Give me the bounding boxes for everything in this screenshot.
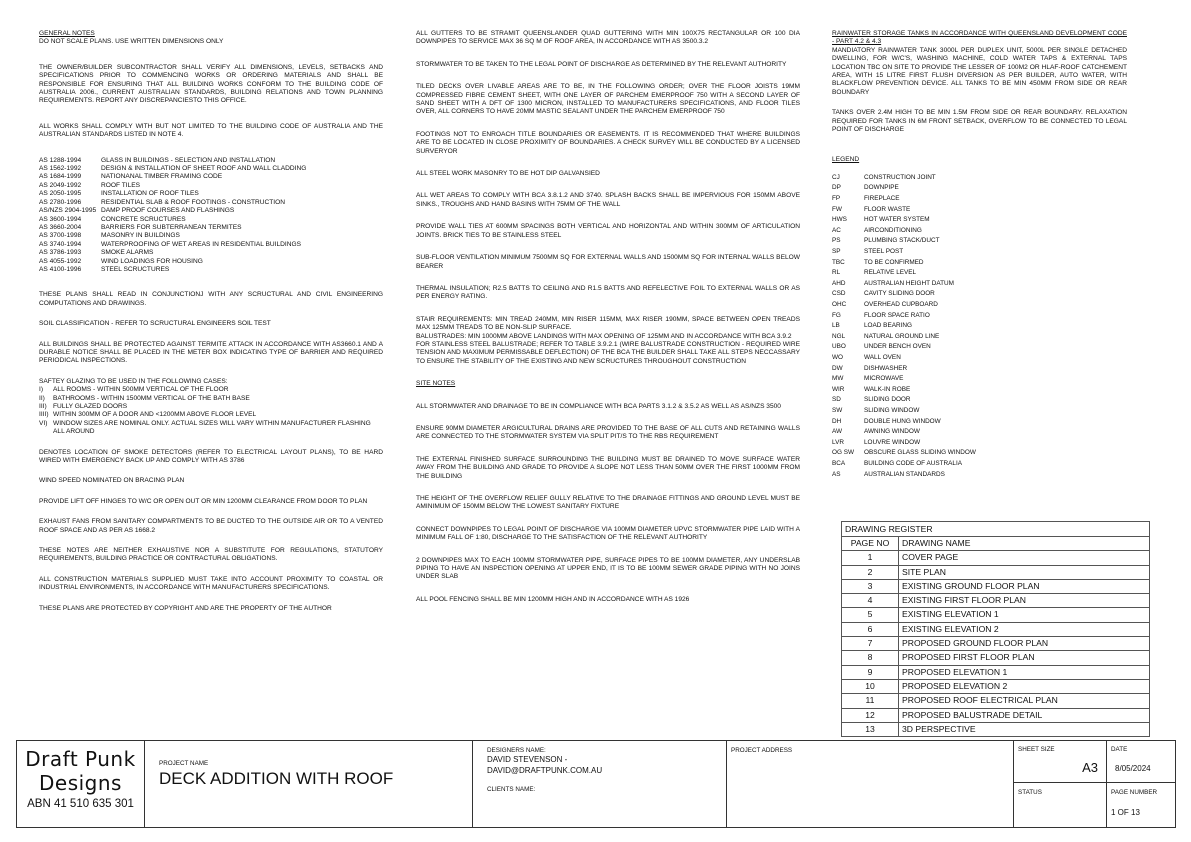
standard-desc: WATERPROOFING OF WET AREAS IN RESIDENTIAL BUILDINGS (101, 240, 302, 248)
legend-item (832, 194, 1127, 205)
note-text: TILED DECKS OVER LIVABLE AREAS ARE TO BE, IN THE FOLLOWING ORDER; OVER THE FLOOR JOISTS 19MM COMPRESSED FIBRE CEMENT SHEET, WITH ONE LAYER OF PARCHEM EMERPROOF 750 WITH A SECOND LAYER OF SAND SHEET WITH A DFT OF 1300 MICRON, INSTALLED TO MANUFACTURERS SPECIFICATIONS, AND FLOOR TILES OVER, ALL CORNERS TO HAVE 20MM MASTIC SEALANT UNDER THE PARCHEM EMERPROOF 750 (416, 83, 800, 116)
page-no-header: PAGE NO (842, 537, 899, 550)
legend-desc: BUILDING CODE OF AUSTRALIA (864, 459, 963, 467)
register-drawing-name: SITE PLAN (902, 566, 946, 577)
safety-glazing-list (39, 386, 383, 436)
standard-desc: CONCRETE SCRUCTURES (101, 215, 186, 223)
date-label: DATE (1111, 746, 1128, 753)
legend-desc: DOWNPIPE (864, 184, 899, 192)
standard-row (39, 199, 383, 207)
sheet-size-cell (1014, 741, 1107, 827)
note-text: PROVIDE WALL TIES AT 600MM SPACINGS BOTH VERTICAL AND HORIZONTAL AND WITHIN 300MM OF ARTICULATION JOINTS. BRICK TIES TO BE STAINLESS STEEL (416, 223, 800, 239)
standard-row (39, 266, 383, 274)
standard-code: AS/NZS 2904-1995 (39, 207, 97, 215)
register-row (842, 566, 1149, 580)
abn-number: ABN 41 510 635 301 (27, 798, 134, 810)
legend-item (832, 268, 1127, 279)
case-text: BATHROOMS - WITHIN 1500MM VERTICAL OF THE BATH BASE (53, 394, 250, 402)
legend-abbrev: BCA (832, 459, 846, 467)
case-text: FULLY GLAZED DOORS (53, 403, 128, 410)
register-drawing-name: COVER PAGE (902, 552, 959, 563)
legend-desc: NATURAL GROUND LINE (864, 332, 940, 340)
register-page-no: 11 (842, 694, 899, 707)
register-page-no: 4 (842, 594, 899, 607)
register-row (842, 594, 1149, 608)
rainwater-heading: RAINWATER STORAGE TANKS IN ACCORDANCE WITH QUEENSLAND DEVELOPMENT CODE - PART 4.2 & 4.3 (832, 30, 1127, 46)
standard-row (39, 157, 383, 165)
legend-item (832, 427, 1127, 438)
legend-abbrev: FW (832, 205, 842, 213)
legend-abbrev: AC (832, 226, 841, 234)
legend-desc: OBSCURE GLASS SLIDING WINDOW (864, 449, 976, 457)
note-text: SOIL CLASSIFICATION - REFER TO SCRUCTURAL ENGINEERS SOIL TEST (39, 320, 271, 328)
legend-desc: DISHWASHER (864, 364, 908, 372)
register-page-no: 10 (842, 680, 899, 693)
rainwater-legend-column (832, 30, 1127, 480)
register-page-no: 1 (842, 551, 899, 564)
case-text: WINDOW SIZES ARE NOMINAL ONLY. ACTUAL SIZES WILL VARY WITHIN MANUFACTURER FLASHING ALL AROUND (53, 419, 371, 436)
construction-notes-column (416, 30, 800, 614)
standard-desc: DAMP PROOF COURSES AND FLASHINGS (101, 207, 235, 215)
standard-code: AS 2049-1992 (39, 181, 82, 189)
legend-item (832, 395, 1127, 406)
general-notes-heading: GENERAL NOTES (39, 30, 95, 37)
designers-label: DESIGNERS NAME: (487, 747, 546, 754)
standard-code: AS 3786-1993 (39, 249, 82, 257)
legend-desc: HOT WATER SYSTEM (864, 216, 930, 224)
legend-item (832, 173, 1127, 184)
register-row (842, 551, 1149, 565)
register-drawing-name: EXISTING ELEVATION 1 (902, 609, 999, 620)
note-text: THERMAL INSULATION; R2.5 BATTS TO CEILING AND R1.5 BATTS AND REFELECTIVE FOIL TO EXTERNAL WALLS OR AS PER ENERGY RATING. (416, 284, 800, 301)
project-name-cell (145, 741, 473, 827)
case-number: IIII) (39, 411, 49, 419)
note-text: THE EXTERNAL FINISHED SURFACE SURROUNDING THE BUILDING MUST BE DRAINED TO MOVE SURFACE WATER AWAY FROM THE BUILDING AND GRADE TO PROVIDE A SLOPE NOT LESS THAN 50MM OVER THE FIRST 1000MM FROM THE BUILDING (416, 455, 800, 480)
glazing-case (39, 395, 383, 403)
standard-code: AS 3700-1998 (39, 232, 82, 240)
drawing-register-title: DRAWING REGISTER (842, 522, 1149, 537)
register-header-row (842, 537, 1149, 551)
register-drawing-name: PROPOSED FIRST FLOOR PLAN (902, 652, 1035, 663)
legend-item (832, 236, 1127, 247)
standard-code: AS 3660-2004 (39, 223, 82, 231)
legend-desc: LOUVRE WINDOW (864, 438, 921, 446)
note-text: MANDIATORY RAINWATER TANK 3000L PER DUPLEX UNIT, 5000L PER SINGLE DETACHED DWELLING, FOR W/C'S, WASHING MACHINE, COLD WATER TAPS & EXTERNAL TAPS LOCATION TBC ON SITE TO PROVIDE THE LESSER OF 100M2 OR HLAF-ROOF CATCHEMENT AREA, WITH 15 LITRE FIRST FLUSH DIVERSION AS PER BUILDER, AUTO WATER, WITH BLACKFLOW PREVENTION DEVICE. ALL TANKS TO BE MIN 450MM FROM SIDE OR REAR BOUNDARY (832, 46, 1127, 96)
register-drawing-name: PROPOSED ELEVATION 2 (902, 680, 1008, 691)
note-text: STORMWATER TO BE TAKEN TO THE LEGAL POINT OF DISCHARGE AS DETERMINED BY THE RELEVANT AUTHORITY (416, 60, 787, 68)
page-number: 1 OF 13 (1111, 808, 1140, 817)
legend-item (832, 300, 1127, 311)
legend-desc: AUSTRALIAN HEIGHT DATUM (864, 279, 954, 287)
legend-heading: LEGEND (832, 156, 860, 164)
legend-abbrev: CJ (832, 173, 840, 181)
note-text: 2 DOWNPIPES MAX TO EACH 100MM STORMWATER PIPE, SURFACE PIPES TO BE 100MM DIAMETER, ANY UNDERSLAB PIPING TO HAVE AN INSPECTION OPENING AT UPPER END, IT IS TO BE 100MM SEWER GRADE PIPING WITH NO JOINS UNDER SLAB (416, 556, 800, 581)
drawing-register (841, 521, 1150, 737)
sheet-size-label: SHEET SIZE (1018, 746, 1055, 753)
case-number: I) (39, 386, 44, 394)
legend-desc: RELATIVE LEVEL (864, 269, 917, 277)
legend-item (832, 448, 1127, 459)
standard-row (39, 249, 383, 257)
legend-item (832, 183, 1127, 194)
legend-abbrev: HWS (832, 216, 847, 224)
standard-code: AS 4055-1992 (39, 257, 82, 265)
legend-abbrev: NGL (832, 332, 846, 340)
standard-desc: STEEL SCRUCTURES (101, 265, 170, 273)
legend-desc: UNDER BENCH OVEN (864, 343, 931, 351)
legend-item (832, 385, 1127, 396)
legend-desc: AIRCONDITIONING (864, 226, 922, 234)
standard-desc: DESIGN & INSTALLATION OF SHEET ROOF AND WALL CLADDING (101, 165, 307, 173)
legend-item (832, 406, 1127, 417)
standard-code: AS 1684-1999 (39, 173, 82, 181)
register-row (842, 651, 1149, 665)
standard-desc: WIND LOADINGS FOR HOUSING (101, 257, 203, 265)
register-rows (842, 551, 1149, 736)
designer-name: DAVID STEVENSON - (487, 755, 568, 764)
register-drawing-name: PROPOSED ELEVATION 1 (902, 666, 1008, 677)
legend-abbrev: RL (832, 269, 841, 277)
standard-desc: BARRIERS FOR SUBTERRANEAN TERMITES (101, 223, 242, 231)
case-number: III) (39, 403, 47, 410)
legend-desc: SLIDING WINDOW (864, 406, 920, 414)
case-number: VI) (39, 419, 48, 427)
standard-row (39, 241, 383, 249)
note-text: ALL STORMWATER AND DRAINAGE TO BE IN COMPLIANCE WITH BCA PARTS 3.1.2 & 3.5.2 AS WELL AS AS/NZS 3500 (416, 402, 781, 410)
note-text: TANKS OVER 2.4M HIGH TO BE MIN 1.5M FROM SIDE OR REAR BOUNDARY. RELAXATION REQUIRED FOR TANKS IN 6M FRONT SETBACK, OVERFLOW TO BE CONNECTED TO LEGAL POINT OF DISCHARGE (832, 109, 1127, 134)
register-row (842, 623, 1149, 637)
standard-desc: NATIONANAL TIMBER FRAMING CODE (101, 173, 223, 181)
register-page-no: 9 (842, 666, 899, 679)
legend-item (832, 470, 1127, 481)
standard-row (39, 182, 383, 190)
note-text: THESE PLANS SHALL READ IN CONJUNCTIONJ WITH ANY SCRUCTURAL AND CIVIL ENGINEERING COMPUTATIONS AND DRAWINGS. (39, 291, 383, 307)
standard-desc: RESIDENTIAL SLAB & ROOF FOOTINGS - CONSTRUCTION (101, 198, 286, 206)
note-text: CONNECT DOWNPIPES TO LEGAL POINT OF DISCHARGE VIA 100MM DIAMETER UPVC STORMWATER PIPE LAID WITH A MINIMUM FALL OF 1:80, DISCHARGE TO THE SATISFACTION OF THE RELEVANT AUTHORITY (416, 525, 800, 542)
date-cell (1107, 741, 1175, 827)
note-text: FOOTINGS NOT TO ENROACH TITLE BOUNDARIES OR EASEMENTS. IT IS RECOMMENDED THAT WHERE BUILDINGS ARE TO BE LOCATED IN CLOSE PROXIMITY OF BOUNDARIES. A CHECK SURVEY WILL BE CONDUCTED BY A LICENSED SURVERYOR (416, 130, 800, 155)
standard-row (39, 216, 383, 224)
legend-desc: SLIDING DOOR (864, 396, 911, 404)
register-drawing-name: EXISTING FIRST FLOOR PLAN (902, 595, 1026, 606)
note-text: ALL BUILDINGS SHALL BE PROTECTED AGAINST TERMITE ATTACK IN ACCORDANCE WITH AS3660.1 AND A DURABLE NOTICE SHALL BE PLACED IN THE METER BOX INDICATING TYPE OF BARRIER AND REQUIRED PERIODICAL INSPECTIONS. (39, 340, 383, 365)
register-drawing-name: PROPOSED ROOF ELECTRICAL PLAN (902, 695, 1058, 706)
legend-item (832, 247, 1127, 258)
legend-list (832, 173, 1127, 480)
legend-desc: TO BE CONFIRMED (864, 258, 924, 266)
note-text: SAFTEY GLAZING TO BE USED IN THE FOLLOWING CASES: (39, 377, 228, 385)
standard-row (39, 224, 383, 232)
standard-code: AS 1288-1994 (39, 156, 82, 164)
legend-abbrev: UBO (832, 343, 846, 351)
register-page-no: 12 (842, 709, 899, 722)
note-text: BALUSTRADES: MIN 1000MM ABOVE LANDINGS WITH MAX OPENING OF 125MM AND IN ACCORDANCE WITH BCA 3.9.2 (416, 332, 792, 340)
designer-cell (473, 741, 727, 827)
project-name: DECK ADDITION WITH ROOF (159, 769, 394, 788)
note-text: DENOTES LOCATION OF SMOKE DETECTORS (REFER TO ELECTRICAL LAYOUT PLANS), TO BE HARD WIRED WITH EMERGENCY BACK UP AND COMPLY WITH AS 3786 (39, 448, 383, 465)
project-name-label: PROJECT NAME (159, 760, 209, 767)
standard-desc: INSTALLATION OF ROOF TILES (101, 190, 199, 198)
legend-abbrev: DW (832, 364, 843, 372)
legend-abbrev: FP (832, 195, 841, 203)
register-row (842, 608, 1149, 622)
register-row (842, 637, 1149, 651)
note-text: STAIR REQUIREMENTS: MIN TREAD 240MM, MIN RISER 115MM, MAX RISER 190MM, SPACE BETWEEN OPEN TREADS MAX 125MM TREADS TO BE NON-SLIP SURFACE. (416, 315, 800, 332)
standard-row (39, 173, 383, 181)
note-text: THESE NOTES ARE NEITHER EXHAUSTIVE NOR A SUBSTITUTE FOR REGULATIONS, STATUTORY REQUIREMENTS, BUILDING PRACTICE OR CONTRACTURAL OBLIGATIONS. (39, 547, 383, 563)
legend-item (832, 226, 1127, 237)
note-text: FOR STAINLESS STEEL BALUSTRADE; REFER TO TABLE 3.9.2.1 (WIRE BALUSTRADE CONSTRUCTION - REQUIRED WIRE TENSION AND MAXIMUM PERMISSABLE DEFLECTION) OF THE BCA THE BUILDER SHALL TAKE ALL STEPS NECCASSARY TO ENSURE THE STABILITY OF THE EXISTING AND NEW SCRUCTURES THROUGHOUT CONSTRUCTION (416, 340, 800, 365)
legend-abbrev: DH (832, 417, 842, 425)
legend-desc: OVERHEAD CUPBOARD (864, 301, 938, 308)
legend-desc: WALL OVEN (864, 353, 901, 361)
standard-code: AS 2050-1995 (39, 190, 82, 198)
register-page-no: 5 (842, 608, 899, 621)
legend-item (832, 353, 1127, 364)
standard-code: AS 1562-1992 (39, 165, 82, 173)
legend-abbrev: AW (832, 428, 843, 436)
sheet-size: A3 (1082, 760, 1098, 775)
legend-abbrev: LVR (832, 438, 844, 446)
legend-abbrev: OHC (832, 301, 847, 308)
note-text: THE HEIGHT OF THE OVERFLOW RELIEF GULLY RELATIVE TO THE DRAINAGE FITTINGS AND GROUND LEVEL MUST BE AMINIMUM OF 150MM BELOW THE LOWEST SANITARY FIXTURE (416, 495, 800, 511)
register-page-no: 2 (842, 566, 899, 579)
drawing-name-header: DRAWING NAME (902, 538, 971, 548)
legend-item (832, 258, 1127, 269)
legend-desc: FLOOR SPACE RATIO (864, 311, 930, 319)
standard-row (39, 165, 383, 173)
register-drawing-name: 3D PERSPECTIVE (902, 723, 976, 734)
register-page-no: 7 (842, 637, 899, 650)
note-text: ALL POOL FENCING SHALL BE MIN 1200MM HIGH AND IN ACCORDANCE WITH AS 1926 (416, 595, 690, 603)
register-row (842, 694, 1149, 708)
legend-item (832, 417, 1127, 428)
legend-desc: WALK-IN ROBE (864, 385, 911, 393)
standard-code: AS 4100-1996 (39, 265, 82, 273)
glazing-case (39, 386, 383, 394)
standard-row (39, 190, 383, 198)
note-text: THESE PLANS ARE PROTECTED BY COPYRIGHT AND ARE THE PROPERTY OF THE AUTHOR (39, 604, 332, 612)
standard-desc: SMOKE ALARMS (101, 249, 154, 257)
project-address-label: PROJECT ADDRESS (731, 747, 793, 754)
legend-desc: CAVITY SLIDING DOOR (864, 290, 935, 298)
standard-desc: MASONRY IN BUILDINGS (101, 232, 180, 240)
legend-item (832, 321, 1127, 332)
note-text: ALL WORKS SHALL COMPLY WITH BUT NOT LIMITED TO THE BUILDING CODE OF AUSTRALIA AND THE AUSTRALIAN STANDARDS LISTED IN NOTE 4. (39, 122, 383, 139)
site-notes-heading: SITE NOTES (416, 380, 456, 388)
note-text: EXHAUST FANS FROM SANITARY COMPARTMENTS TO BE DUCTED TO THE OUTSIDE AIR OR TO A VENTED ROOF SPACE AND AS PER AS 1668.2 (39, 518, 383, 534)
legend-abbrev: DP (832, 184, 841, 192)
legend-desc: AWNING WINDOW (864, 428, 920, 436)
standard-row (39, 232, 383, 240)
general-notes-column (39, 30, 383, 623)
legend-item (832, 289, 1127, 300)
legend-abbrev: SW (832, 406, 843, 414)
legend-desc: DOUBLE HUNG WINDOW (864, 417, 941, 425)
register-row (842, 666, 1149, 680)
register-page-no: 8 (842, 651, 899, 664)
standard-code: AS 2780-1996 (39, 198, 82, 206)
legend-abbrev: MW (832, 375, 844, 383)
designer-email: DAVID@DRAFTPUNK.COM.AU (487, 766, 603, 775)
register-page-no: 3 (842, 580, 899, 593)
legend-desc: CONSTRUCTION JOINT (864, 173, 936, 181)
legend-item (832, 215, 1127, 226)
case-text: WITHIN 300MM OF A DOOR AND <1200MM ABOVE FLOOR LEVEL (53, 411, 257, 419)
legend-desc: STEEL POST (864, 248, 904, 256)
standard-desc: GLASS IN BUILDINGS - SELECTION AND INSTALLATION (101, 156, 276, 164)
legend-abbrev: AS (832, 470, 841, 478)
clients-label: CLIENTS NAME: (487, 786, 536, 793)
legend-abbrev: CSD (832, 290, 846, 298)
date-value: 8/05/2024 (1115, 764, 1151, 773)
legend-abbrev: AHD (832, 279, 846, 287)
legend-desc: LOAD BEARING (864, 322, 912, 330)
standard-row (39, 207, 383, 215)
glazing-case (39, 411, 383, 419)
legend-abbrev: OG SW (832, 449, 855, 457)
register-row (842, 709, 1149, 723)
legend-desc: PLUMBING STACK/DUCT (864, 237, 940, 245)
legend-abbrev: WIR (832, 385, 845, 393)
register-page-no: 6 (842, 623, 899, 636)
legend-item (832, 311, 1127, 322)
standards-list (39, 157, 383, 275)
standard-code: AS 3740-1994 (39, 240, 82, 248)
register-drawing-name: PROPOSED BALUSTRADE DETAIL (902, 709, 1043, 720)
legend-abbrev: TBC (832, 258, 845, 266)
note-text: ENSURE 90MM DIAMETER ARGICULTURAL DRAINS ARE PROVIDED TO THE BASE OF ALL CUTS AND RETAINING WALLS ARE CONNECTED TO THE STORMWATER SYSTEM VIA SPLIT PIT/S TO THE RBS REQUIREMENT (416, 424, 800, 441)
standard-desc: ROOF TILES (101, 181, 141, 189)
note-text: ALL STEEL WORK MASONRY TO BE HOT DIP GALVANSIED (416, 170, 600, 178)
legend-item (832, 374, 1127, 385)
legend-item (832, 205, 1127, 216)
standard-code: AS 3600-1994 (39, 215, 82, 223)
glazing-case (39, 403, 383, 411)
legend-abbrev: LB (832, 322, 840, 330)
legend-item (832, 364, 1127, 375)
register-row (842, 723, 1149, 736)
legend-item (832, 342, 1127, 353)
legend-abbrev: FG (832, 311, 841, 319)
legend-abbrev: SD (832, 396, 841, 404)
legend-desc: FLOOR WASTE (864, 205, 911, 213)
logo-line-2: Designs (39, 771, 122, 795)
legend-desc: FIREPLACE (864, 195, 900, 203)
register-drawing-name: EXISTING GROUND FLOOR PLAN (902, 580, 1040, 591)
title-block (16, 740, 1176, 828)
legend-abbrev: SP (832, 248, 841, 256)
logo (17, 747, 144, 795)
legend-abbrev: WO (832, 353, 844, 361)
legend-item (832, 438, 1127, 449)
logo-line-1: Draft Punk (25, 747, 136, 771)
register-drawing-name: PROPOSED GROUND FLOOR PLAN (902, 638, 1049, 649)
legend-desc: MICROWAVE (864, 375, 904, 383)
legend-desc: AUSTRALIAN STANDARDS (864, 470, 945, 478)
note-text: WIND SPEED NOMINATED ON BRACING PLAN (39, 477, 185, 485)
register-row (842, 680, 1149, 694)
note-text: ALL CONSTRUCTION MATERIALS SUPPLIED MUST TAKE INTO ACCOUNT PROXIMITY TO COASTAL OR INDUSTRIAL ENVIRONMENTS, IN ACCORDANCE WITH MANUFACTURERS SPECIFICATIONS. (39, 575, 383, 592)
case-text: ALL ROOMS - WITHIN 500MM VERTICAL OF THE FLOOR (53, 386, 229, 394)
legend-item (832, 332, 1127, 343)
legend-abbrev: PS (832, 237, 841, 245)
status-label: STATUS (1018, 789, 1042, 796)
legend-item (832, 279, 1127, 290)
logo-cell (17, 741, 145, 827)
note-text: PROVIDE LIFT OFF HINGES TO W/C OR OPEN OUT OR MIN 1200MM CLEARANCE FROM DOOR TO PLAN (39, 497, 368, 505)
legend-item (832, 459, 1127, 470)
register-row (842, 580, 1149, 594)
page-number-label: PAGE NUMBER (1111, 789, 1158, 796)
note-text: DO NOT SCALE PLANS. USE WRITTEN DIMENSIONS ONLY (39, 38, 224, 46)
project-address-cell (727, 741, 1014, 827)
register-page-no: 13 (842, 723, 899, 736)
register-drawing-name: EXISTING ELEVATION 2 (902, 623, 999, 634)
note-text: THE OWNER/BUILDER SUBCONTRACTOR SHALL VERIFY ALL DIMENSIONS, LEVELS, SETBACKS AND SPECIFICATIONS PRIOR TO COMMENCING WORKS OR ORDERING MATERIALS AND SHALL BE RESPONSIBLE FOR ENSURING THAT ALL BUILDING WORKS CONFORM TO THE BUILDING CODE OF AUSTRALIA 2006., CURRENT AUSTRALIAN STANDARDS, BUILDING RELATIONS AND TOWN PLANNING REQUIREMENTS. REPORT ANY DISCREPANCIESTO THIS OFFICE. (39, 63, 383, 105)
note-text: SUB-FLOOR VENTILATION MINIMUM 7500MM SQ FOR EXTERNAL WALLS AND 1500MM SQ FOR INTERNAL WALLS BELOW BEARER (416, 254, 800, 270)
glazing-case (39, 420, 383, 437)
standard-row (39, 258, 383, 266)
note-text: ALL WET AREAS TO COMPLY WITH BCA 3.8.1.2 AND 3740. SPLASH BACKS SHALL BE IMPERVIOUS FOR 150MM ABOVE SINKS., TROUGHS AND HAND BASINS WITH 75MM OF THE WALL (416, 192, 800, 208)
case-number: II) (39, 394, 45, 402)
note-text: ALL GUTTERS TO BE STRAMIT QUEENSLANDER QUAD GUTTERING WITH MIN 100X75 RECTANGULAR OR 100 DIA DOWNPIPES TO SERVICE MAX 36 SQ M OF ROOF AREA, IN ACCORDANCE WITH AS 3500.3.2 (416, 30, 800, 46)
